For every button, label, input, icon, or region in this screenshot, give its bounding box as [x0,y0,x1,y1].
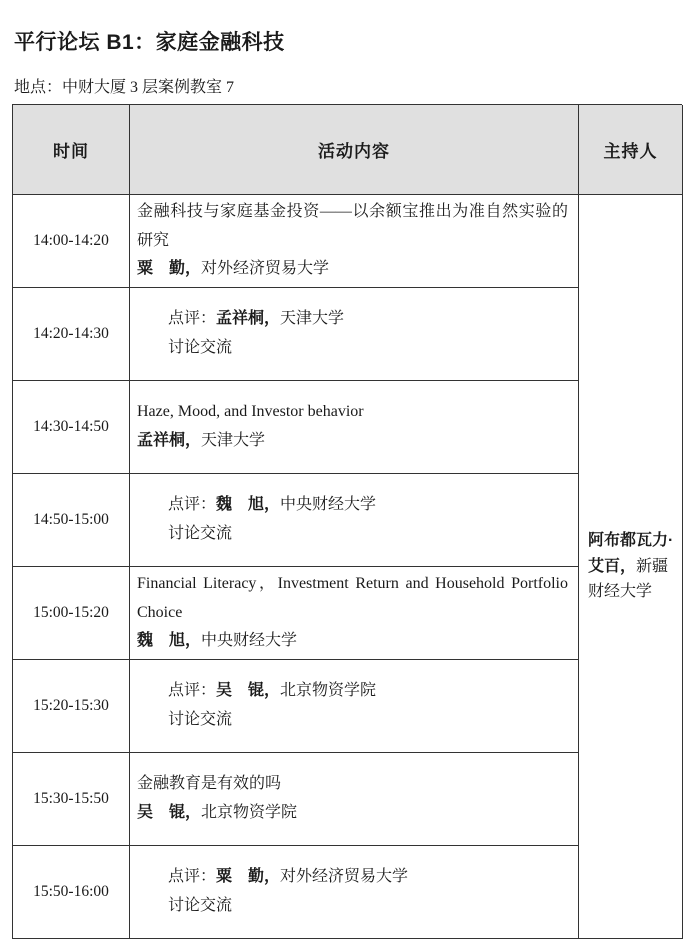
commenter-affiliation: 中央财经大学 [280,496,377,514]
comment-row [130,846,579,939]
discussion-note: 讨论交流 [168,897,233,914]
speaker-name: 魏 旭， [137,632,202,650]
session-row [130,567,579,660]
comment-line [137,677,568,706]
schedule-table [12,104,682,939]
speaker-affiliation: 对外经济贸易大学 [201,260,330,278]
speaker-affiliation: 中央财经大学 [201,632,298,650]
discussion-note: 讨论交流 [168,711,233,728]
discussion-note: 讨论交流 [168,525,233,542]
comment-row [130,660,579,753]
speaker-line [137,799,568,828]
paper-title: Financial Literacy，Investment Return and Household Portfolio Choice [137,574,568,621]
paper-title: Haze, Mood, and Investor behavior [137,403,364,421]
session-row [130,195,579,288]
host-name-affiliation [588,528,674,605]
comment-prefix: 点评： [168,496,217,514]
host-name: 阿布都瓦力·艾百， [588,532,674,575]
speaker-line [137,627,568,656]
time-slot: 15:50-16:00 [13,846,130,939]
commenter-affiliation: 对外经济贸易大学 [280,868,409,886]
commenter-name: 粟 勤， [216,868,281,886]
commenter-affiliation: 北京物资学院 [280,682,377,700]
discussion-note: 讨论交流 [168,339,233,356]
paper-title: 金融科技与家庭基金投资——以余额宝推出为准自然实验的研究 [137,202,568,249]
speaker-name: 吴 锟， [137,804,202,821]
location-text: 地点：中财大厦 3 层案例教室 7 [14,79,235,96]
speaker-line [137,427,568,456]
time-slot: 14:20-14:30 [13,288,130,381]
comment-line [137,491,568,520]
time-slot: 14:00-14:20 [13,195,130,288]
host-affiliation: 新疆财经大学 [588,557,669,601]
host-cell [579,195,683,939]
comment-line [137,863,568,892]
header-content: 活动内容 [130,105,579,195]
comment-prefix: 点评： [168,682,217,700]
time-slot: 14:30-14:50 [13,381,130,474]
time-slot: 15:30-15:50 [13,753,130,846]
comment-row [130,288,579,381]
speaker-affiliation: 北京物资学院 [201,804,298,821]
commenter-name: 吴 锟， [216,682,281,700]
speaker-affiliation: 天津大学 [201,432,266,449]
commenter-name: 孟祥桐， [216,310,281,328]
speaker-name: 粟 勤， [137,260,202,278]
session-row [130,753,579,846]
commenter-affiliation: 天津大学 [280,310,345,328]
header-time: 时间 [13,105,130,195]
page-title: 平行论坛 B1：家庭金融科技 [14,31,285,54]
time-slot: 15:20-15:30 [13,660,130,753]
time-slot: 14:50-15:00 [13,474,130,567]
speaker-name: 孟祥桐， [137,432,202,449]
comment-prefix: 点评： [168,310,217,328]
comment-line [137,305,568,334]
session-row [130,381,579,474]
comment-prefix: 点评： [168,868,217,886]
speaker-line [137,255,568,284]
paper-title: 金融教育是有效的吗 [137,775,282,793]
header-host: 主持人 [579,105,683,195]
time-slot: 15:00-15:20 [13,567,130,660]
comment-row [130,474,579,567]
commenter-name: 魏 旭， [216,496,281,514]
